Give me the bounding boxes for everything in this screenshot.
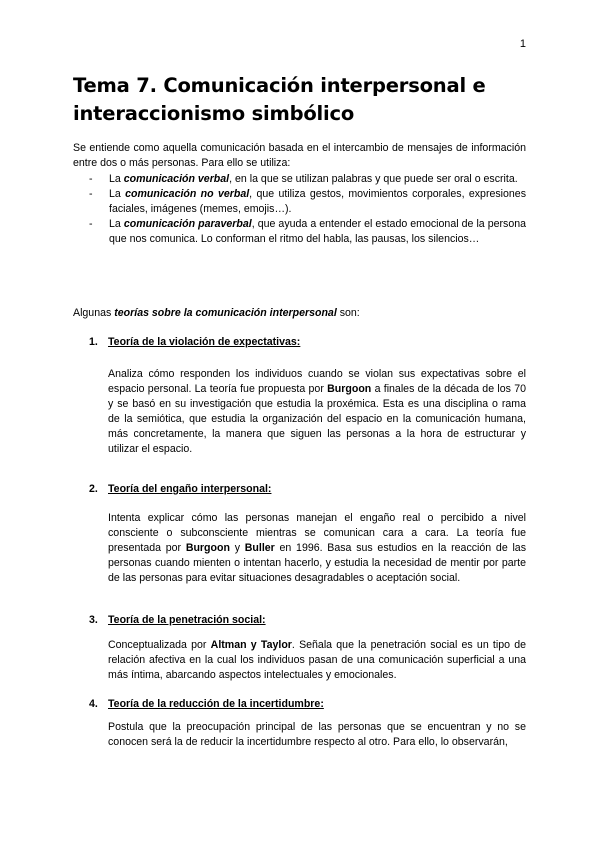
term: comunicación verbal — [123, 173, 230, 185]
section-paragraph: Intenta explicar cómo las personas manejan el engaño real o percibido a nivel consciente o subconsciente mientras se comunican cara a cara. La teoría fue presentada por Burgoon y Buller en 1996. Basa sus estudios en la reacción de las personas cuando mienten o intentan hacerlo, y estudia la necesidad de mentir por parte de las personas para evitar situaciones desagradables o aceptación social. — [108, 512, 526, 584]
theories-intro: Algunas teorías sobre la comunicación interpersonal son: — [73, 307, 360, 319]
section-paragraph: Postula que la preocupación principal de las personas que se encuentran y no se conocen será la de reducir la incertidumbre respecto al otro. Para ello, lo observarán, — [108, 721, 526, 748]
term: comunicación no verbal — [125, 188, 250, 200]
section-paragraph: Analiza cómo responden los individuos cuando se violan sus expectativas sobre el espacio personal. La teoría fue propuesta por Burgoon a finales de la década de los 70 y se basó en su investigación que estudia la proxémica. Esta es una disciplina o rama de la semiótica, que estudia la organización del espacio en la comunicación humana, más concretamente, la manera que siguen las personas a la hora de estructurar y utilizar el espacio. — [108, 368, 526, 455]
bullet-dash: - — [89, 173, 93, 185]
page-title: Tema 7. Comunicación interpersonal e interaccionismo simbólico — [73, 74, 486, 125]
section-heading: 3. Teoría de la penetración social: — [89, 614, 266, 626]
bullet-dash: - — [89, 188, 93, 200]
section-heading: 2. Teoría del engaño interpersonal: — [89, 483, 272, 495]
intro-paragraph: Se entiende como aquella comunicación basada en el intercambio de mensajes de información entre dos o más personas. Para ello se utiliza: — [73, 142, 526, 169]
term: teorías sobre la comunicación interpersonal — [114, 307, 337, 319]
bullet-dash: - — [89, 218, 93, 230]
communication-types-list — [73, 172, 526, 247]
list-item: - La comunicación no verbal, que utiliza gestos, movimientos corporales, expresiones faciales, imágenes (memes, emojis…). — [89, 188, 526, 215]
list-item: - La comunicación verbal, en la que se utilizan palabras y que puede ser oral o escrita. — [89, 173, 518, 185]
section-heading: 1. Teoría de la violación de expectativas: — [89, 336, 301, 348]
section-heading: 4. Teoría de la reducción de la incertidumbre: — [89, 698, 324, 710]
term: comunicación paraverbal — [123, 218, 252, 230]
section-paragraph: Conceptualizada por Altman y Taylor. Señala que la penetración social es un tipo de relación afectiva en la cual los individuos pasan de una comunicación superficial a una más íntima, abarcando aspectos intelectuales y emocionales. — [108, 639, 527, 681]
list-item: - La comunicación paraverbal, que ayuda a entender el estado emocional de la persona que nos comunica. Lo conforman el ritmo del habla, las pausas, los silencios… — [89, 218, 527, 245]
page-number: 1 — [519, 38, 526, 50]
